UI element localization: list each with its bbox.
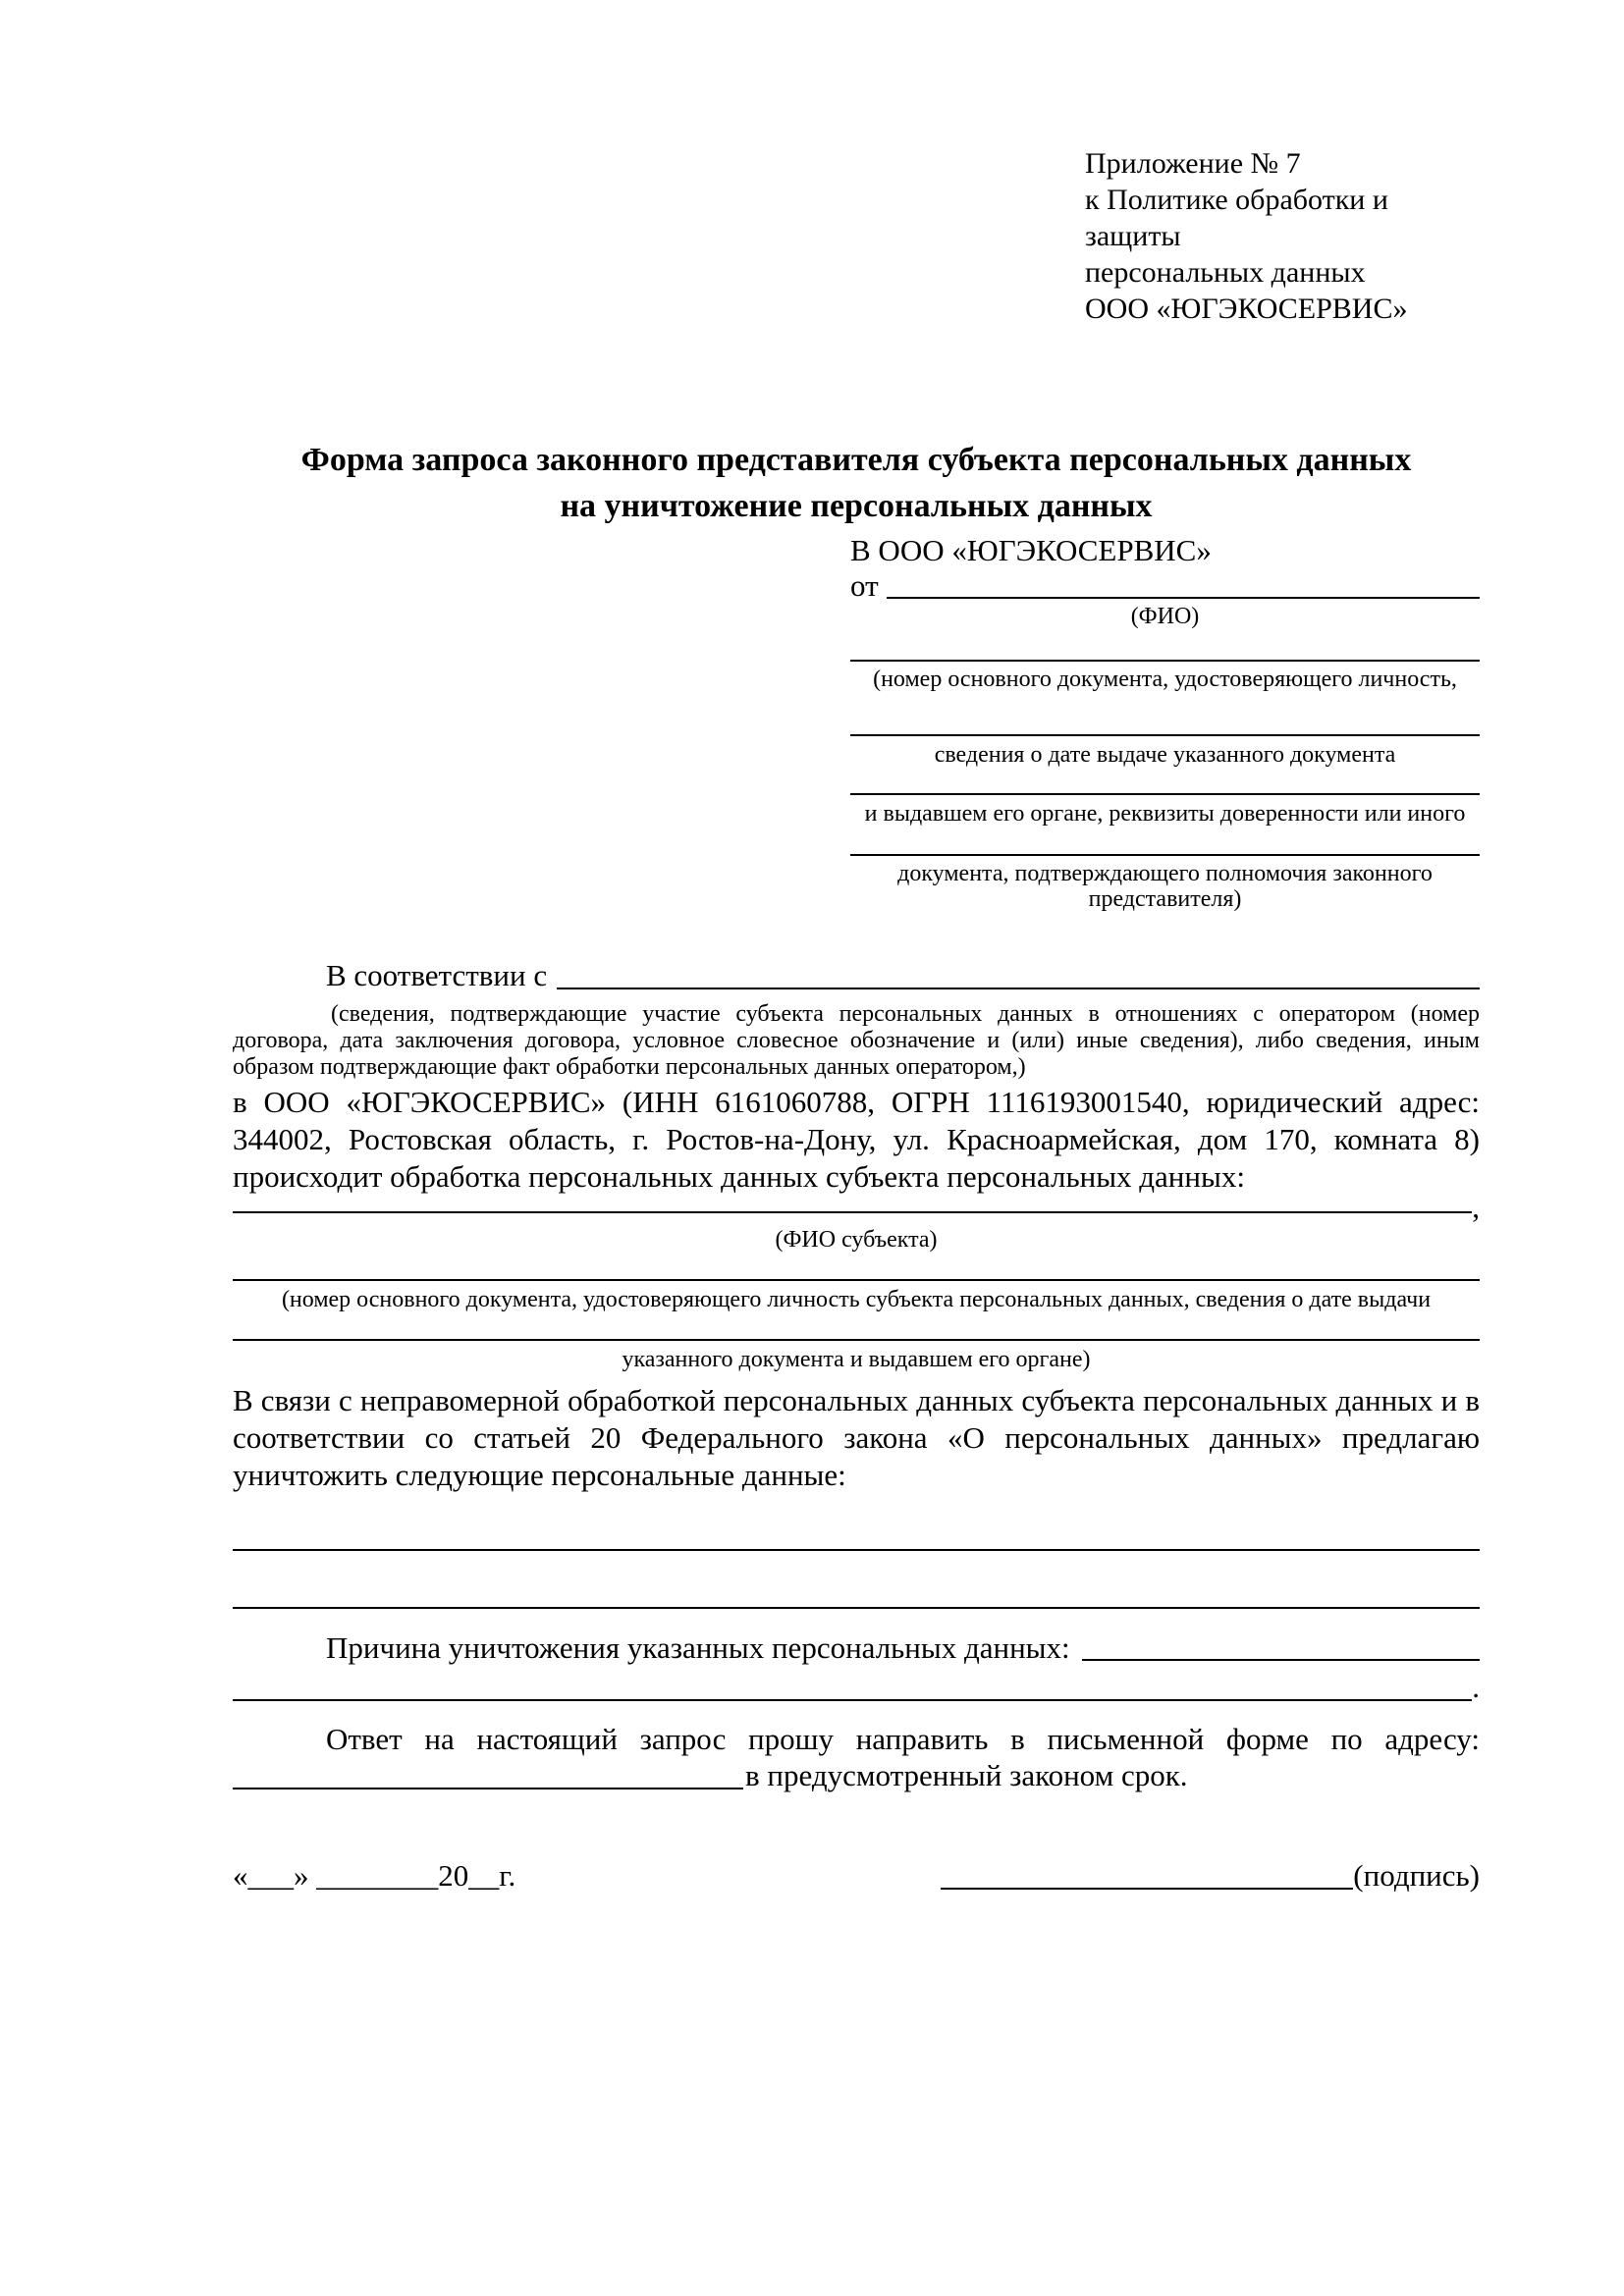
line-period: .	[1472, 1670, 1480, 1704]
reason-blank-line	[1082, 1659, 1480, 1661]
blank-line-caption: сведения о дате выдаче указанного документа	[934, 742, 1396, 768]
form-title-line1: Форма запроса законного представителя субъекта персональных данных	[300, 442, 1412, 478]
reply-line-1: Ответ на настоящий запрос прошу направить в письменной форме по адресу:	[326, 1722, 1480, 1756]
blank-line	[850, 854, 1480, 856]
from-blank-line	[887, 597, 1480, 599]
signature-area	[941, 1858, 1480, 1894]
blank-line	[850, 793, 1480, 795]
accordance-lead: В соответствии с	[326, 958, 548, 992]
from-line	[850, 568, 1480, 604]
blank-line-caption: (номер основного документа, удостоверяющего личность,	[873, 667, 1457, 692]
subject-doc-caption-1: (номер основного документа, удостоверяющего личность субъекта персональных данных, сведения о дате выдачи	[281, 1287, 1432, 1312]
appendix-line: Приложение № 7	[1085, 147, 1301, 180]
accordance-note: (сведения, подтверждающие участие субъекта персональных данных в отношениях с оператором (номер договора, дата заключения договора, условное словесное обозначение и (или) иные сведения), либо сведения, иным образом подтверждающие факт обработки персональных данных оператором,)	[233, 1001, 1480, 1080]
appendix-line: ООО «ЮГЭКОСЕРВИС»	[1085, 293, 1408, 325]
appendix-block	[1085, 145, 1480, 327]
from-label: от	[850, 568, 879, 603]
demand-paragraph: В связи с неправомерной обработкой персональных данных субъекта персональных данных и в соответствии со статьей 20 Федерального закона «О персональных данных» предлагаю уничтожить следующие персональные данные:	[233, 1383, 1480, 1492]
reason-line	[233, 1621, 1480, 1666]
form-title-line2: на уничтожение персональных данных	[560, 488, 1153, 524]
operator-paragraph: в ООО «ЮГЭКОСЕРВИС» (ИНН 6161060788, ОГРН 1116193001540, юридический адрес: 344002, Ростовская область, г. Ростов-на-Дону, ул. Красноармейская, дом 170, комната 8) происходит обработка персональных данных субъекта персональных данных:	[233, 1085, 1480, 1194]
subject-doc-caption-2: указанного документа и выдавшем его органе)	[622, 1347, 1091, 1372]
blank-line	[233, 1549, 1480, 1551]
signature-caption: (подпись)	[1353, 1858, 1480, 1893]
addressee-org: В ООО «ЮГЭКОСЕРВИС»	[850, 533, 1212, 567]
line-comma: ,	[1472, 1190, 1480, 1224]
date-blank-text: «___» ________20__г.	[233, 1858, 516, 1893]
reason-label: Причина уничтожения указанных персональных данных:	[326, 1630, 1070, 1665]
reply-line-2	[233, 1760, 1480, 1793]
blank-line-caption: документа, подтверждающего полномочия законного представителя)	[897, 861, 1433, 912]
appendix-line: персональных данных	[1085, 256, 1366, 289]
subject-fio-caption: (ФИО субъекта)	[775, 1227, 938, 1253]
accordance-blank-line	[557, 988, 1480, 989]
subject-fio-line	[233, 1190, 1480, 1224]
blank-line	[233, 1339, 1480, 1341]
blank-line-caption: и выдавшем его органе, реквизиты доверенности или иного	[864, 801, 1466, 827]
blank-line	[850, 660, 1480, 662]
accordance-line	[233, 960, 1480, 993]
reply-line-2-text: в предусмотренный законом срок.	[745, 1758, 1188, 1792]
blank-line	[233, 1607, 1480, 1609]
blank-line	[233, 1211, 1472, 1213]
signature-row	[233, 1858, 1480, 1894]
fio-caption: (ФИО)	[1130, 604, 1200, 629]
form-title	[233, 437, 1480, 529]
address-blank-line	[233, 1788, 743, 1789]
signature-blank-line	[941, 1888, 1353, 1890]
addressee-block	[850, 529, 1480, 912]
blank-line	[233, 1279, 1480, 1281]
reason-continuation-line	[233, 1670, 1480, 1705]
appendix-line: к Политике обработки и защиты	[1085, 184, 1388, 252]
blank-line	[233, 1699, 1472, 1701]
blank-line	[850, 734, 1480, 736]
